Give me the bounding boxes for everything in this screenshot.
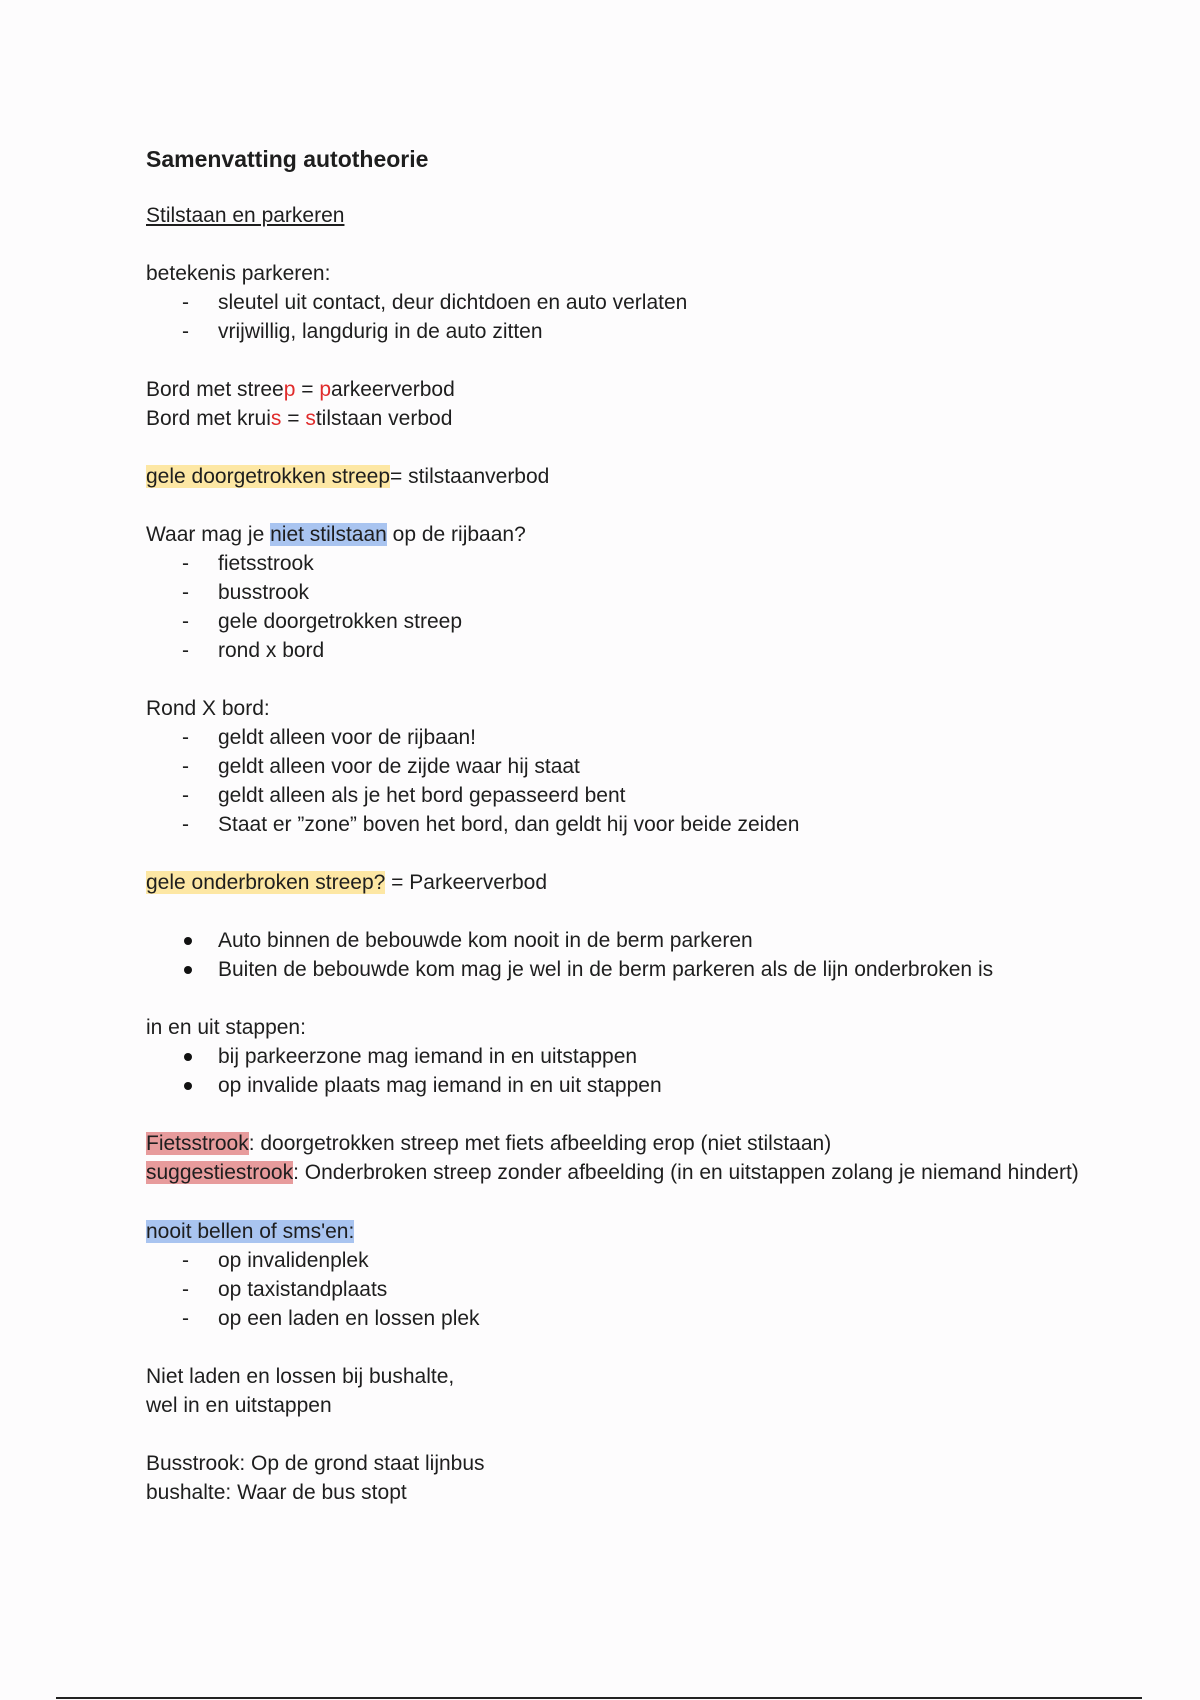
highlight-yellow: gele doorgetrokken streep bbox=[146, 465, 390, 488]
highlight-yellow: gele onderbroken streep? bbox=[146, 871, 386, 894]
dash-icon: - bbox=[182, 813, 189, 836]
dash-icon: - bbox=[182, 784, 189, 807]
list-item: Buiten de bebouwde kom mag je wel in de berm parkeren als de lijn onderbroken is bbox=[146, 955, 1106, 984]
list-item: - geldt alleen voor de zijde waar hij staat bbox=[146, 752, 1106, 781]
bullet-icon bbox=[184, 966, 192, 974]
laden-line-1: Niet laden en lossen bij bushalte, bbox=[146, 1365, 455, 1388]
list-item: - geldt alleen voor de rijbaan! bbox=[146, 723, 1106, 752]
list-item: - Staat er ”zone” boven het bord, dan geldt hij voor beide zeiden bbox=[146, 810, 1106, 839]
dash-icon: - bbox=[182, 581, 189, 604]
bord-kruis-line: Bord met kruis = stilstaan verbod bbox=[146, 407, 453, 430]
fietsstrook-line: Fietsstrook: doorgetrokken streep met fiets afbeelding erop (niet stilstaan) bbox=[146, 1132, 832, 1155]
gele-doorgetrokken-line: gele doorgetrokken streep= stilstaanverbod bbox=[146, 465, 550, 488]
suggestiestrook-line: suggestiestrook: Onderbroken streep zonder afbeelding (in en uitstappen zolang je niemand hindert) bbox=[146, 1161, 1079, 1184]
highlight-blue: nooit bellen of sms'en: bbox=[146, 1220, 355, 1243]
list-item: - op een laden en lossen plek bbox=[146, 1304, 1106, 1333]
document-title: Samenvatting autotheorie bbox=[146, 146, 429, 172]
parkeren-label: betekenis parkeren: bbox=[146, 262, 331, 285]
bullet-icon bbox=[184, 1053, 192, 1061]
dash-icon: - bbox=[182, 639, 189, 662]
dash-icon: - bbox=[182, 1307, 189, 1330]
list-item: op invalide plaats mag iemand in en uit stappen bbox=[146, 1071, 1106, 1100]
highlight-red: suggestiestrook bbox=[146, 1161, 294, 1184]
bullet-icon bbox=[184, 1082, 192, 1090]
dash-icon: - bbox=[182, 1249, 189, 1272]
section-heading: Stilstaan en parkeren bbox=[146, 204, 345, 227]
bord-streep-line: Bord met streep = parkeerverbod bbox=[146, 378, 455, 401]
list-item: - fietsstrook bbox=[146, 549, 1106, 578]
busstrook-line: Busstrook: Op de grond staat lijnbus bbox=[146, 1452, 485, 1475]
highlight-blue: niet stilstaan bbox=[270, 523, 387, 546]
instappen-label: in en uit stappen: bbox=[146, 1016, 306, 1039]
list-item: bij parkeerzone mag iemand in en uitstappen bbox=[146, 1042, 1106, 1071]
dash-icon: - bbox=[182, 1278, 189, 1301]
gele-onderbroken-line: gele onderbroken streep? = Parkeerverbod bbox=[146, 871, 548, 894]
list-item: - rond x bord bbox=[146, 636, 1106, 665]
list-item: - geldt alleen als je het bord gepasseerd bent bbox=[146, 781, 1106, 810]
laden-line-2: wel in en uitstappen bbox=[146, 1394, 332, 1417]
highlight-red: Fietsstrook bbox=[146, 1132, 249, 1155]
dash-icon: - bbox=[182, 726, 189, 749]
list-item: - op taxistandplaats bbox=[146, 1275, 1106, 1304]
dash-icon: - bbox=[182, 610, 189, 633]
list-item: - gele doorgetrokken streep bbox=[146, 607, 1106, 636]
document-body bbox=[146, 142, 1106, 1507]
list-item: - sleutel uit contact, deur dichtdoen en auto verlaten bbox=[146, 288, 1106, 317]
dash-icon: - bbox=[182, 320, 189, 343]
rond-x-label: Rond X bord: bbox=[146, 697, 270, 720]
bullet-icon bbox=[184, 937, 192, 945]
list-item: - vrijwillig, langdurig in de auto zitten bbox=[146, 317, 1106, 346]
bushalte-line: bushalte: Waar de bus stopt bbox=[146, 1481, 407, 1504]
dash-icon: - bbox=[182, 291, 189, 314]
waar-question: Waar mag je niet stilstaan op de rijbaan? bbox=[146, 523, 526, 546]
list-item: - busstrook bbox=[146, 578, 1106, 607]
bellen-line bbox=[146, 1217, 1106, 1246]
dash-icon: - bbox=[182, 552, 189, 575]
list-item: Auto binnen de bebouwde kom nooit in de berm parkeren bbox=[146, 926, 1106, 955]
page-bottom-rule bbox=[56, 1697, 1142, 1699]
dash-icon: - bbox=[182, 755, 189, 778]
list-item: - op invalidenplek bbox=[146, 1246, 1106, 1275]
